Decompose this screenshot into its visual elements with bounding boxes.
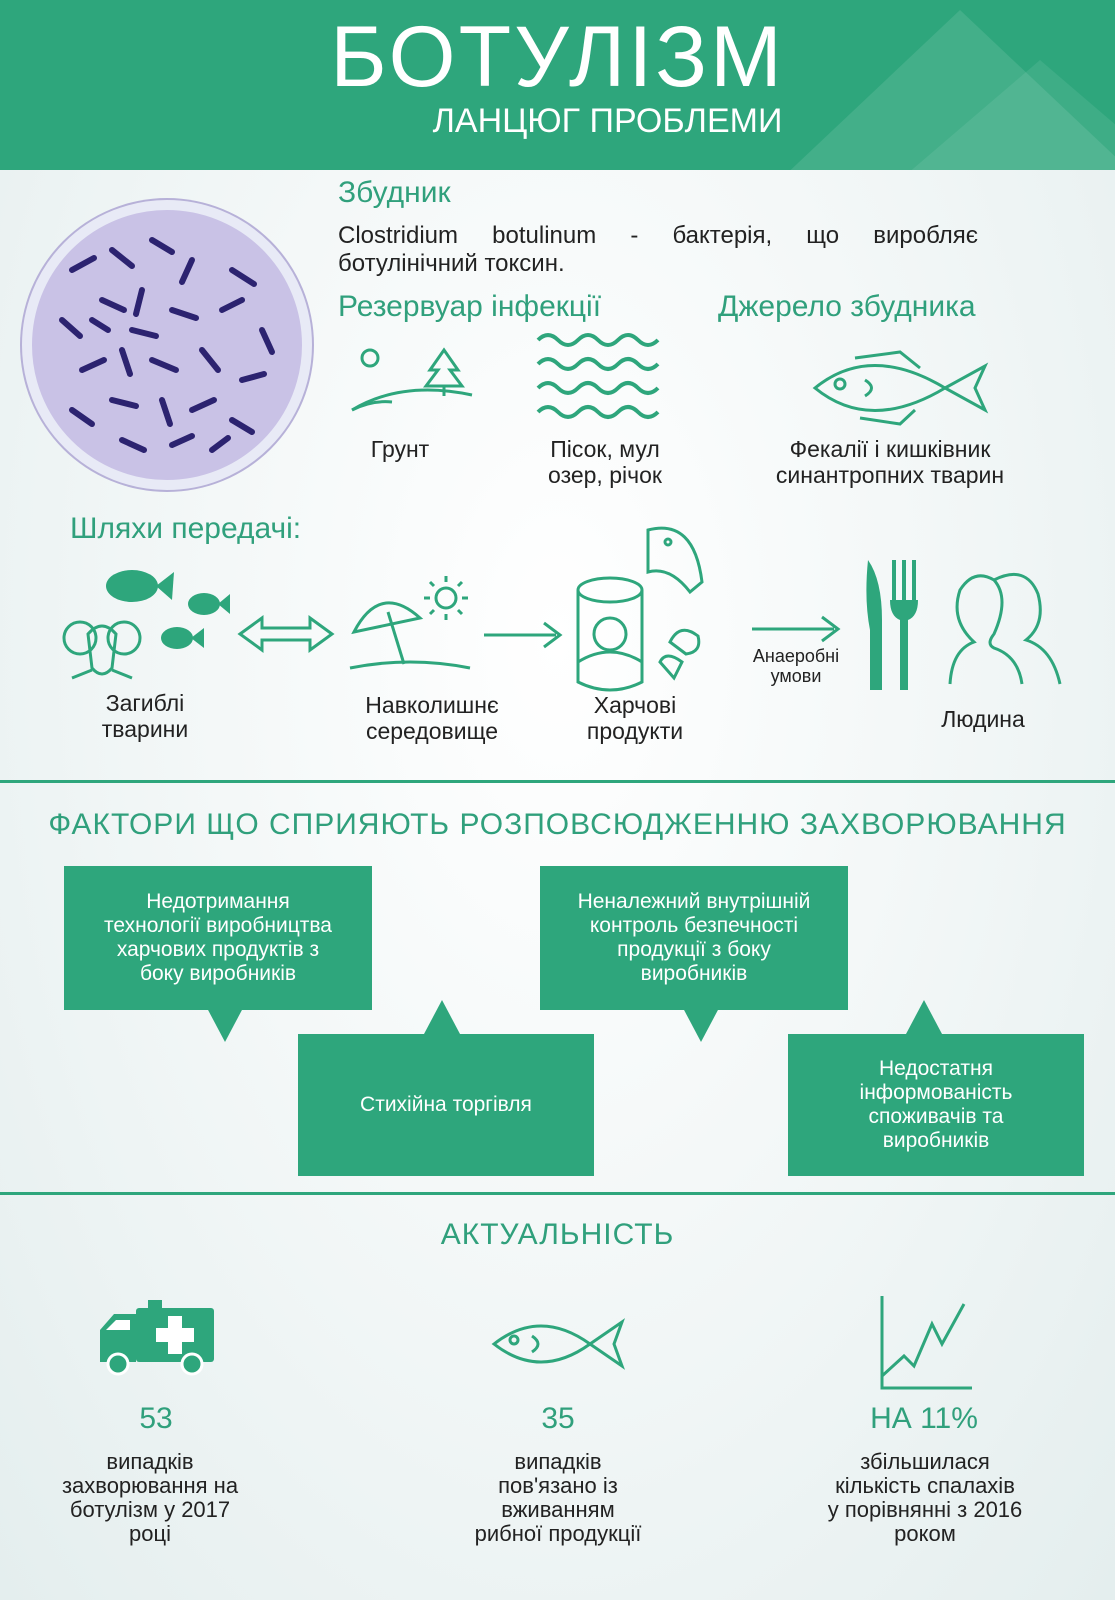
human-label: Людина [941, 706, 1025, 732]
dead-animals-label: Загиблі тварини [101, 690, 189, 742]
factor-box-awareness [788, 1034, 1084, 1176]
callout-pointer [683, 1008, 719, 1042]
ambulance-icon [96, 1300, 214, 1380]
people-icon [934, 564, 1064, 694]
section-divider [0, 780, 1115, 783]
dead-animals-icon [62, 568, 232, 688]
stat-fish-text: випадків пов'язано із вживанням рибної продукції [474, 1449, 642, 1546]
factor-trade-text: Стихійна торгівля [360, 1093, 532, 1116]
canned-food-fish-mushroom-icon [574, 522, 724, 698]
page-subtitle: ЛАНЦЮГ ПРОБЛЕМИ [432, 102, 783, 140]
stat-outbreaks-text: збільшилася кількість спалахів у порівнянні з 2016 роком [827, 1449, 1023, 1546]
arrow-right-icon [484, 620, 564, 650]
fish-icon [490, 1310, 630, 1380]
transmission-heading: Шляхи передачі: [70, 512, 302, 545]
fish-icon [810, 348, 990, 428]
stat-fish-number: 35 [541, 1402, 575, 1435]
factors-heading: ФАКТОРИ ЩО СПРИЯЮТЬ РОЗПОВСЮДЖЕННЮ ЗАХВОРЮВАННЯ [48, 808, 1067, 841]
bacteria-micrograph [22, 200, 312, 490]
source-heading: Джерело збудника [718, 290, 976, 323]
source-label: Фекалії і кишківник синантропних тварин [775, 436, 1005, 488]
soil-tree-icon [352, 340, 472, 430]
stat-cases-number: 53 [139, 1402, 173, 1435]
pathogen-description: Clostridium botulinum - бактерія, що виробляє ботулінічний токсин. [338, 222, 978, 277]
anaerobic-label: Анаеробні умови [752, 646, 840, 686]
growth-chart-icon [876, 1296, 972, 1392]
reservoir-sand-label: Пісок, мул озер, річок [548, 436, 662, 488]
knife-fork-icon [864, 560, 924, 700]
reservoir-soil-label: Грунт [370, 436, 430, 462]
stat-outbreaks-number: НА 11% [870, 1402, 978, 1435]
water-waves-icon [538, 330, 662, 430]
callout-pointer [424, 1000, 460, 1034]
factor-box-control [540, 866, 848, 1010]
pathogen-heading: Збудник [338, 176, 451, 209]
header-banner [0, 0, 1115, 170]
page-title: БОТУЛІЗМ [330, 9, 785, 105]
section-divider [0, 1192, 1115, 1195]
beach-umbrella-sun-icon [350, 572, 480, 682]
factor-box-trade [298, 1034, 594, 1176]
callout-pointer [906, 1000, 942, 1034]
environment-label: Навколишнє середовище [365, 692, 499, 744]
factor-production-text: Недотримання технології виробництва харчових продуктів з боку виробників [104, 890, 332, 985]
factor-awareness-text: Недостатня інформованість споживачів та виробників [859, 1057, 1013, 1152]
bacteria-illustration [32, 210, 302, 480]
callout-pointer [207, 1008, 243, 1042]
food-label: Харчові продукти [586, 692, 684, 744]
factor-control-text: Неналежний внутрішній контроль безпечності продукції з боку виробників [577, 890, 811, 985]
stat-cases-text: випадків захворювання на ботулізм у 2017 році [61, 1449, 239, 1546]
reservoir-heading: Резервуар інфекції [338, 290, 602, 323]
relevance-heading: АКТУАЛЬНІСТЬ [440, 1218, 675, 1251]
double-arrow-icon [238, 614, 334, 654]
factor-box-production [64, 866, 372, 1010]
arrow-right-icon [752, 614, 842, 644]
